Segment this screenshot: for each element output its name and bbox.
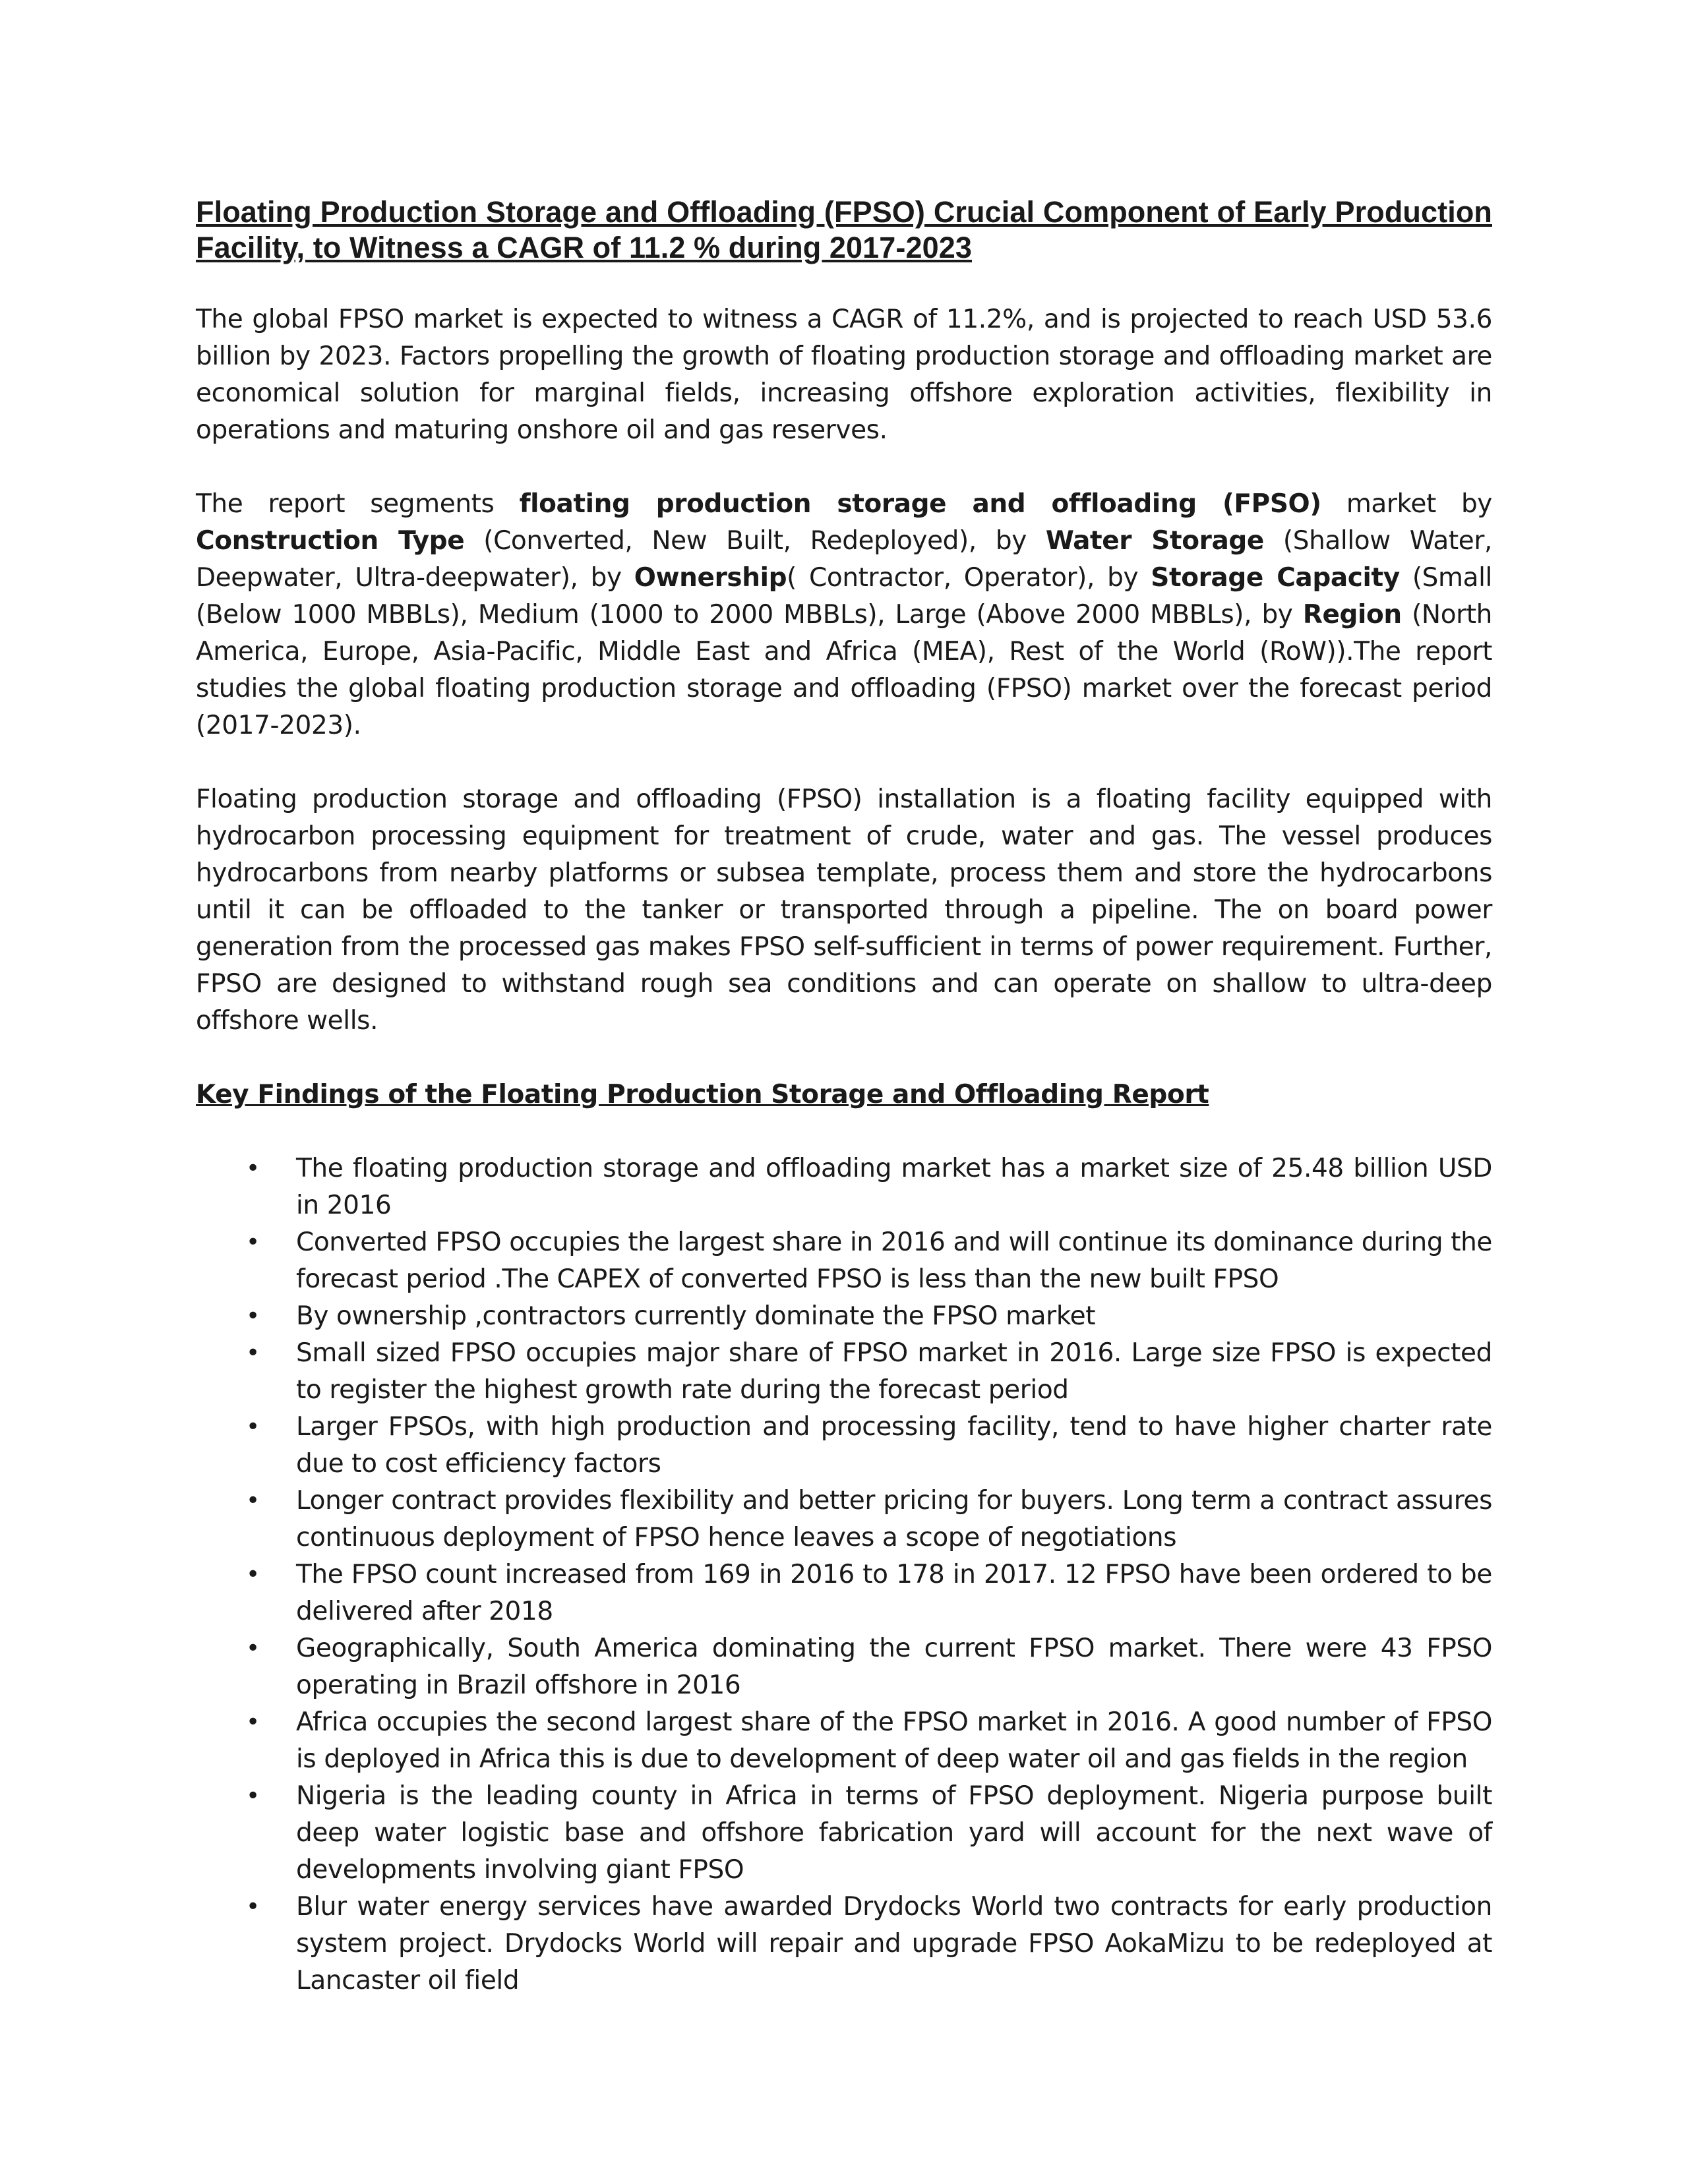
list-item-text: Longer contract provides flexibility and better pricing for buyers. Long term a contract assures continuous deployment of FPSO hence leaves a scope of negotiations [296,1486,1492,1552]
segments-text-2: market by [1321,489,1492,519]
list-item [196,1224,1492,1298]
list-item-text: Blur water energy services have awarded Drydocks World two contracts for early production system project. Drydocks World will repair and upgrade FPSO AokaMizu to be redeployed at Lancaster oil field [296,1892,1492,1995]
segments-bold-ownership: Ownership [634,563,787,593]
document-title: Floating Production Storage and Offloading (FPSO) Crucial Component of Early Production Facility, to Witness a CAGR of 11.2 % during 2017-2023 [196,195,1492,264]
bullet-icon: • [246,1229,260,1256]
list-item-text: Converted FPSO occupies the largest share in 2016 and will continue its dominance during the forecast period .The CAPEX of converted FPSO is less than the new built FPSO [296,1227,1492,1294]
bullet-icon: • [246,1635,260,1662]
list-item-text: The floating production storage and offloading market has a market size of 25.48 billion USD in 2016 [296,1154,1492,1220]
segments-bold-region: Region [1302,600,1402,630]
bullet-icon: • [246,1487,260,1514]
list-item-text: Small sized FPSO occupies major share of FPSO market in 2016. Large size FPSO is expected to register the highest growth rate during the forecast period [296,1338,1492,1405]
list-item [196,1889,1492,1999]
list-item-text: Larger FPSOs, with high production and processing facility, tend to have higher charter rate due to cost efficiency factors [296,1412,1492,1479]
segments-text-6: (Small (Below 1000 MBBLs), Medium (1000 to 2000 MBBLs), Large (Above 2000 MBBLs), by [196,563,1492,630]
segments-text-7: (North America, Europe, Asia-Pacific, Middle East and Africa (MEA), Rest of the World (RoW)).The report studies the global floating production storage and offloading (FPSO) market over the forecast period (2017-2023). [196,600,1492,740]
list-item-text: Africa occupies the second largest share of the FPSO market in 2016. A good number of FPSO is deployed in Africa this is due to development of deep water oil and gas fields in the region [296,1707,1492,1774]
intro-paragraph: The global FPSO market is expected to witness a CAGR of 11.2%, and is projected to reach USD 53.6 billion by 2023. Factors propelling the growth of floating production storage and offloading market are economical solution for marginal fields, increasing offshore exploration activities, flexibility in operations and maturing onshore oil and gas reserves. [196,305,1492,445]
key-findings-list [196,1150,1492,1999]
segments-bold-water-storage: Water Storage [1045,526,1264,556]
segments-text-4: (Shallow Water, Deepwater, Ultra-deepwater), by [196,526,1493,593]
segments-paragraph [196,486,1492,744]
bullet-icon: • [246,1709,260,1736]
list-item-text: Geographically, South America dominating the current FPSO market. There were 43 FPSO operating in Brazil offshore in 2016 [296,1634,1492,1700]
list-item [196,1778,1492,1889]
description-paragraph: Floating production storage and offloading (FPSO) installation is a floating facility equipped with hydrocarbon processing equipment for treatment of crude, water and gas. The vessel produces hydrocarbons from nearby platforms or subsea template, process them and store the hydrocarbons until it can be offloaded to the tanker or transported through a pipeline. The on board power generation from the processed gas makes FPSO self-sufficient in terms of power requirement. Further, FPSO are designed to withstand rough sea conditions and can operate on shallow to ultra-deep offshore wells. [196,784,1492,1036]
segments-text-5: ( Contractor, Operator), by [787,563,1151,593]
bullet-icon: • [246,1340,260,1367]
bullet-icon: • [246,1561,260,1588]
segments-bold-storage-capacity: Storage Capacity [1151,563,1400,593]
list-item-text: By ownership ,contractors currently dominate the FPSO market [296,1301,1096,1331]
bullet-icon: • [246,1155,260,1182]
segments-text-1: The report segments [196,489,520,519]
key-findings-heading: Key Findings of the Floating Production Storage and Offloading Report [196,1080,1209,1109]
list-item [196,1298,1492,1335]
list-item [196,1483,1492,1556]
list-item [196,1556,1492,1630]
list-item-text: Nigeria is the leading county in Africa in terms of FPSO deployment. Nigeria purpose built deep water logistic base and offshore fabrication yard will account for the next wave of developments involving giant FPSO [296,1781,1492,1885]
list-item [196,1409,1492,1483]
segments-bold-fpso: floating production storage and offloading (FPSO) [519,489,1321,519]
list-item-text: The FPSO count increased from 169 in 2016 to 178 in 2017. 12 FPSO have been ordered to be delivered after 2018 [296,1560,1492,1626]
bullet-icon: • [246,1783,260,1810]
segments-text-3: (Converted, New Built, Redeployed), by [464,526,1046,556]
bullet-icon: • [246,1413,260,1440]
list-item [196,1630,1492,1704]
list-item [196,1150,1492,1224]
bullet-icon: • [246,1303,260,1330]
bullet-icon: • [246,1893,260,1920]
segments-bold-construction-type: Construction Type [196,526,465,556]
list-item [196,1335,1492,1409]
list-item [196,1704,1492,1778]
